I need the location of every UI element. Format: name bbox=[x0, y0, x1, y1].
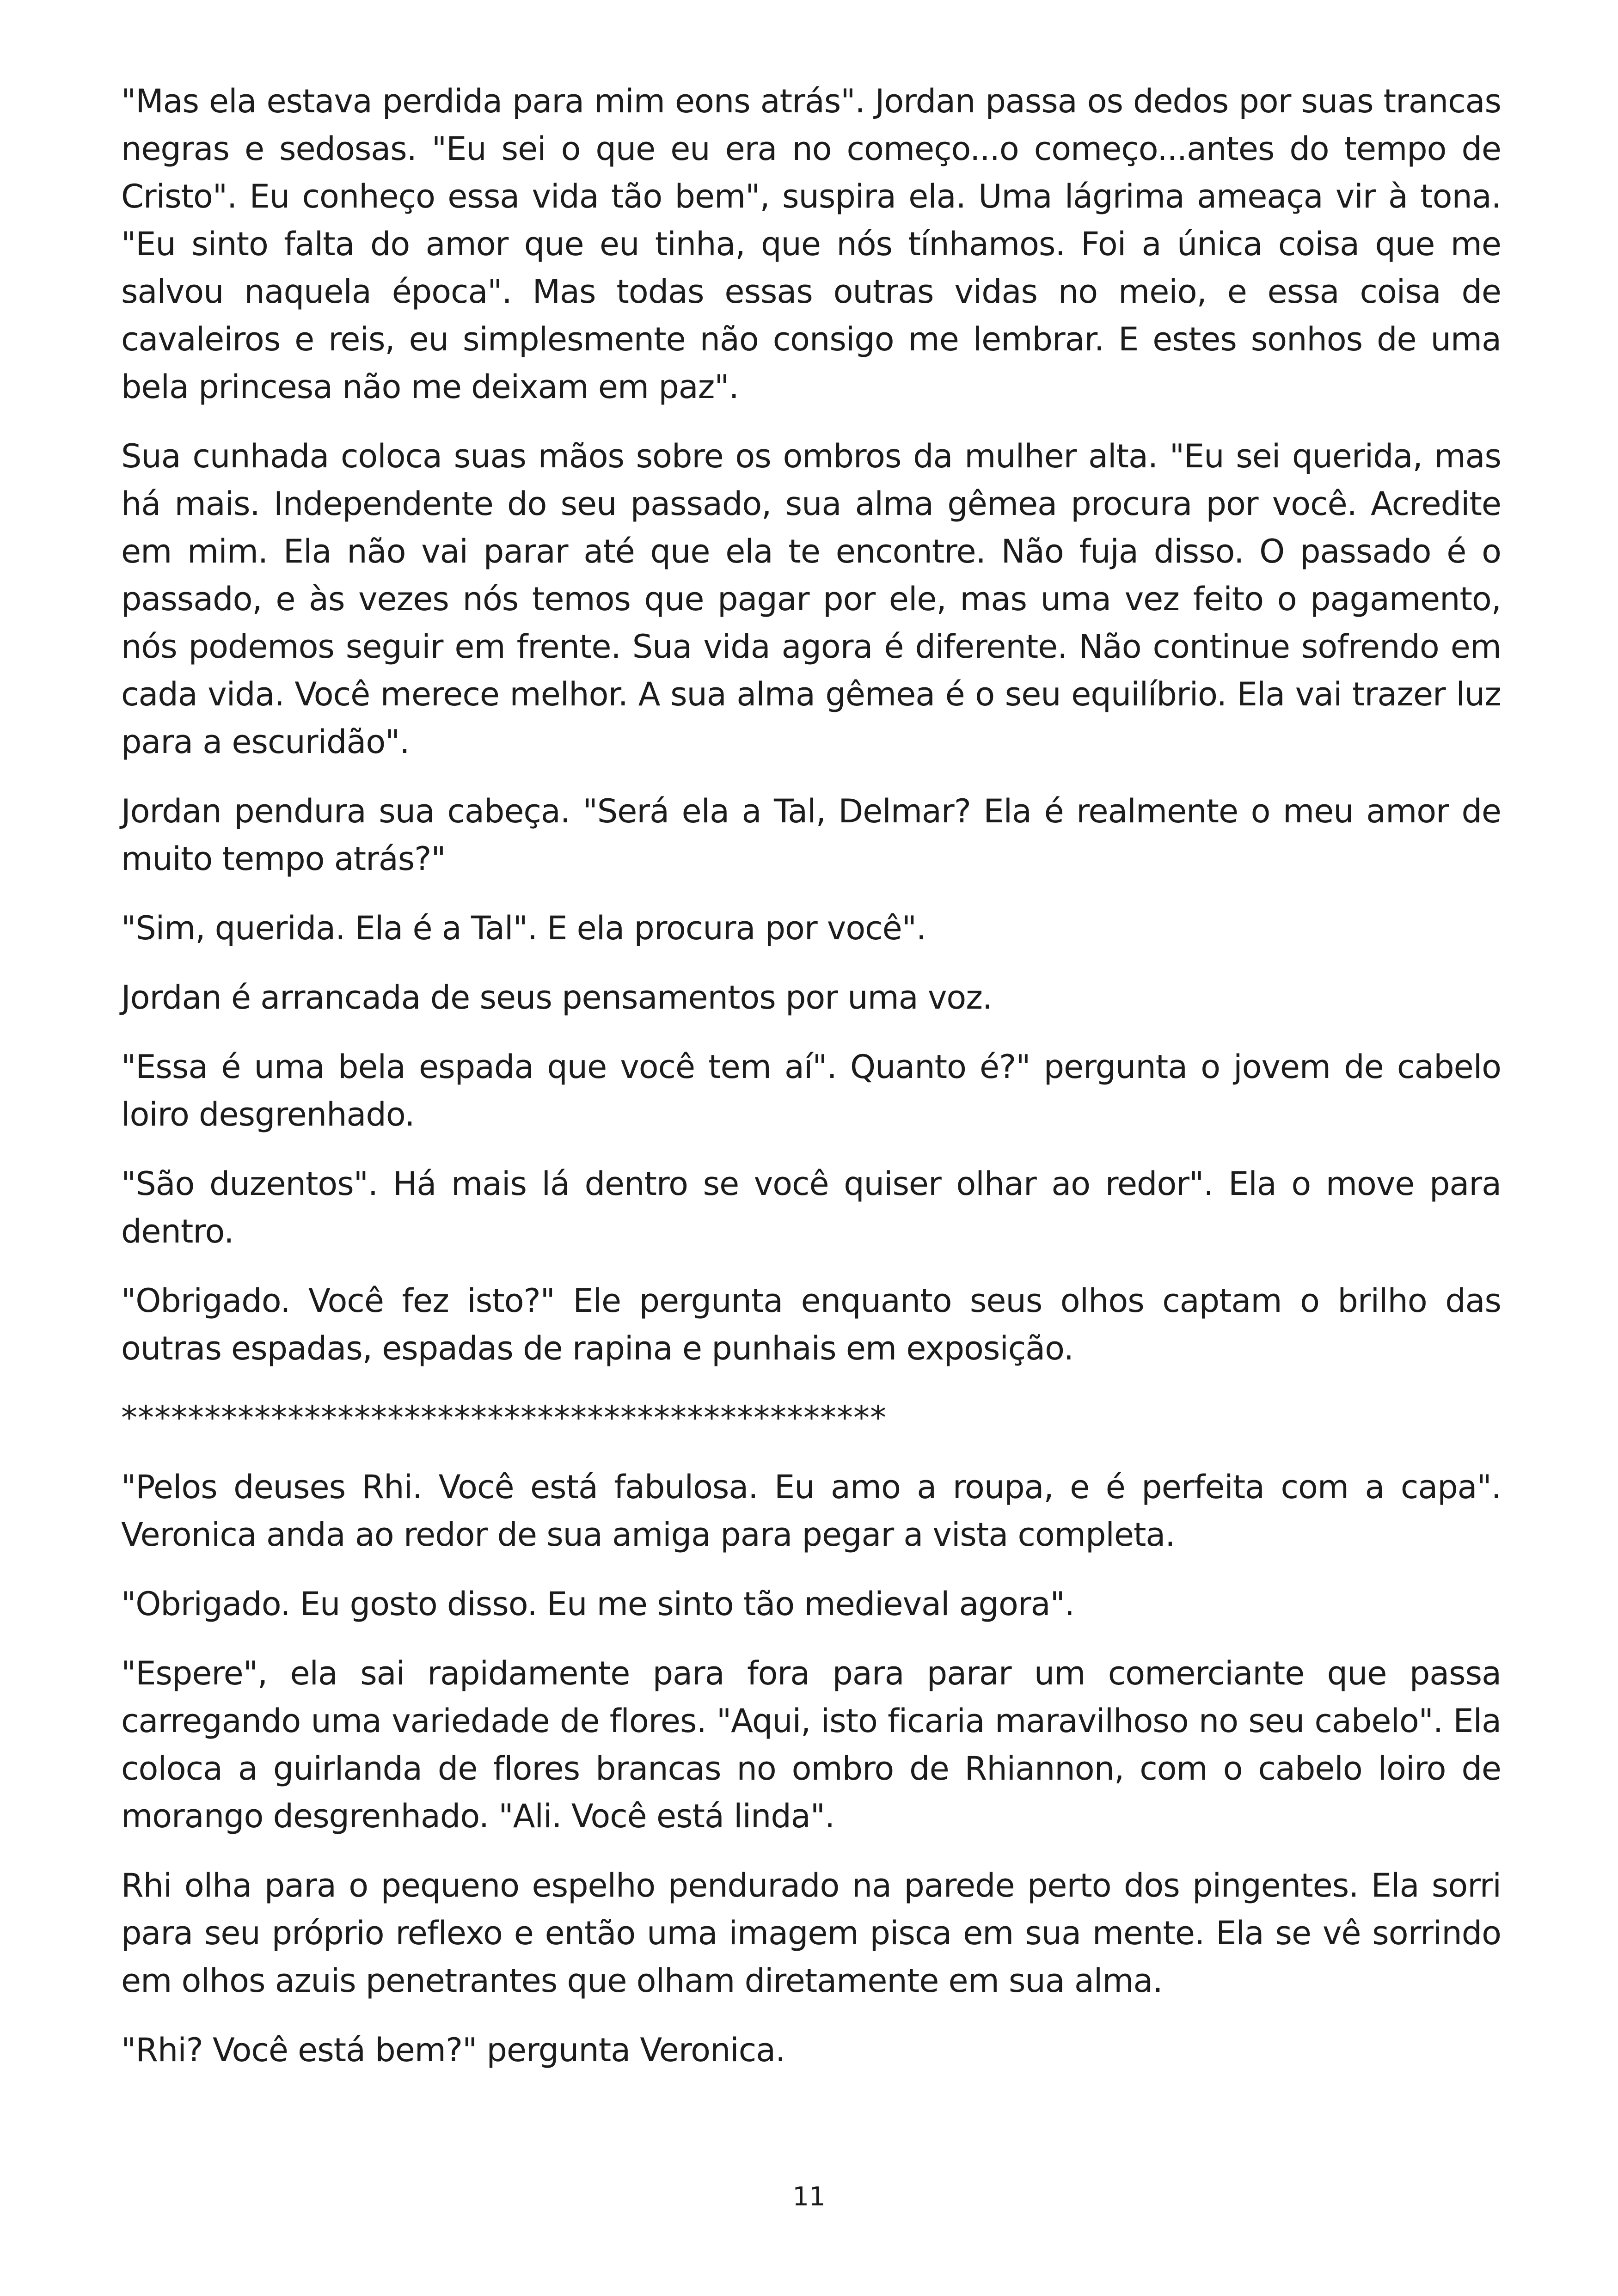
paragraph: "Obrigado. Eu gosto disso. Eu me sinto tão medieval agora". bbox=[121, 1585, 1074, 1623]
paragraph: Sua cunhada coloca suas mãos sobre os ombros da mulher alta. "Eu sei querida, mas há mais. Independente do seu passado, sua alma gêmea procura por você. Acredite em mim. Ela não vai parar até que ela te encontre. Não fuja disso. O passado é o passado, e às vezes nós temos que pagar por ele, mas uma vez feito o pagamento, nós podemos seguir em frente. Sua vida agora é diferente. Não continue sofrendo em cada vida. Você merece melhor. A sua alma gêmea é o seu equilíbrio. Ela vai trazer luz para a escuridão". bbox=[121, 437, 1501, 761]
paragraph: "Essa é uma bela espada que você tem aí". Quanto é?" pergunta o jovem de cabelo loiro desgrenhado. bbox=[121, 1048, 1501, 1133]
paragraph: "Mas ela estava perdida para mim eons atrás". Jordan passa os dedos por suas trancas negras e sedosas. "Eu sei o que eu era no começo...o começo...antes do tempo de Cristo". Eu conheço essa vida tão bem", suspira ela. Uma lágrima ameaça vir à tona. "Eu sinto falta do amor que eu tinha, que nós tínhamos. Foi a única coisa que me salvou naquela época". Mas todas essas outras vidas no meio, e essa coisa de cavaleiros e reis, eu simplesmente não consigo me lembrar. E estes sonhos de uma bela princesa não me deixam em paz". bbox=[121, 82, 1501, 406]
paragraph: "Sim, querida. Ela é a Tal". E ela procura por você". bbox=[121, 909, 926, 947]
paragraph: "Rhi? Você está bem?" pergunta Veronica. bbox=[121, 2031, 785, 2069]
paragraph: "São duzentos". Há mais lá dentro se você quiser olhar ao redor". Ela o move para dentro. bbox=[121, 1165, 1501, 1250]
paragraph: Jordan é arrancada de seus pensamentos por uma voz. bbox=[121, 979, 993, 1016]
paragraph: Rhi olha para o pequeno espelho pendurado na parede perto dos pingentes. Ela sorri para seu próprio reflexo e então uma imagem pisca em sua mente. Ela se vê sorrindo em olhos azuis penetrantes que olham diretamente em sua alma. bbox=[121, 1867, 1501, 2000]
paragraph: "Obrigado. Você fez isto?" Ele pergunta enquanto seus olhos captam o brilho das outras espadas, espadas de rapina e punhais em exposição. bbox=[121, 1282, 1501, 1367]
paragraph: "Pelos deuses Rhi. Você está fabulosa. Eu amo a roupa, e é perfeita com a capa". Veronica anda ao redor de sua amiga para pegar a vista completa. bbox=[121, 1468, 1501, 1554]
body-text bbox=[121, 78, 1501, 2096]
page-number: 11 bbox=[792, 2182, 826, 2212]
scene-separator: ********************************************** bbox=[121, 1399, 887, 1437]
paragraph: Jordan pendura sua cabeça. "Será ela a Tal, Delmar? Ela é realmente o meu amor de muito tempo atrás?" bbox=[121, 792, 1501, 878]
paragraph: "Espere", ela sai rapidamente para fora para parar um comerciante que passa carregando uma variedade de flores. "Aqui, isto ficaria maravilhoso no seu cabelo". Ela coloca a guirlanda de flores brancas no ombro de Rhiannon, com o cabelo loiro de morango desgrenhado. "Ali. Você está linda". bbox=[121, 1654, 1501, 1835]
